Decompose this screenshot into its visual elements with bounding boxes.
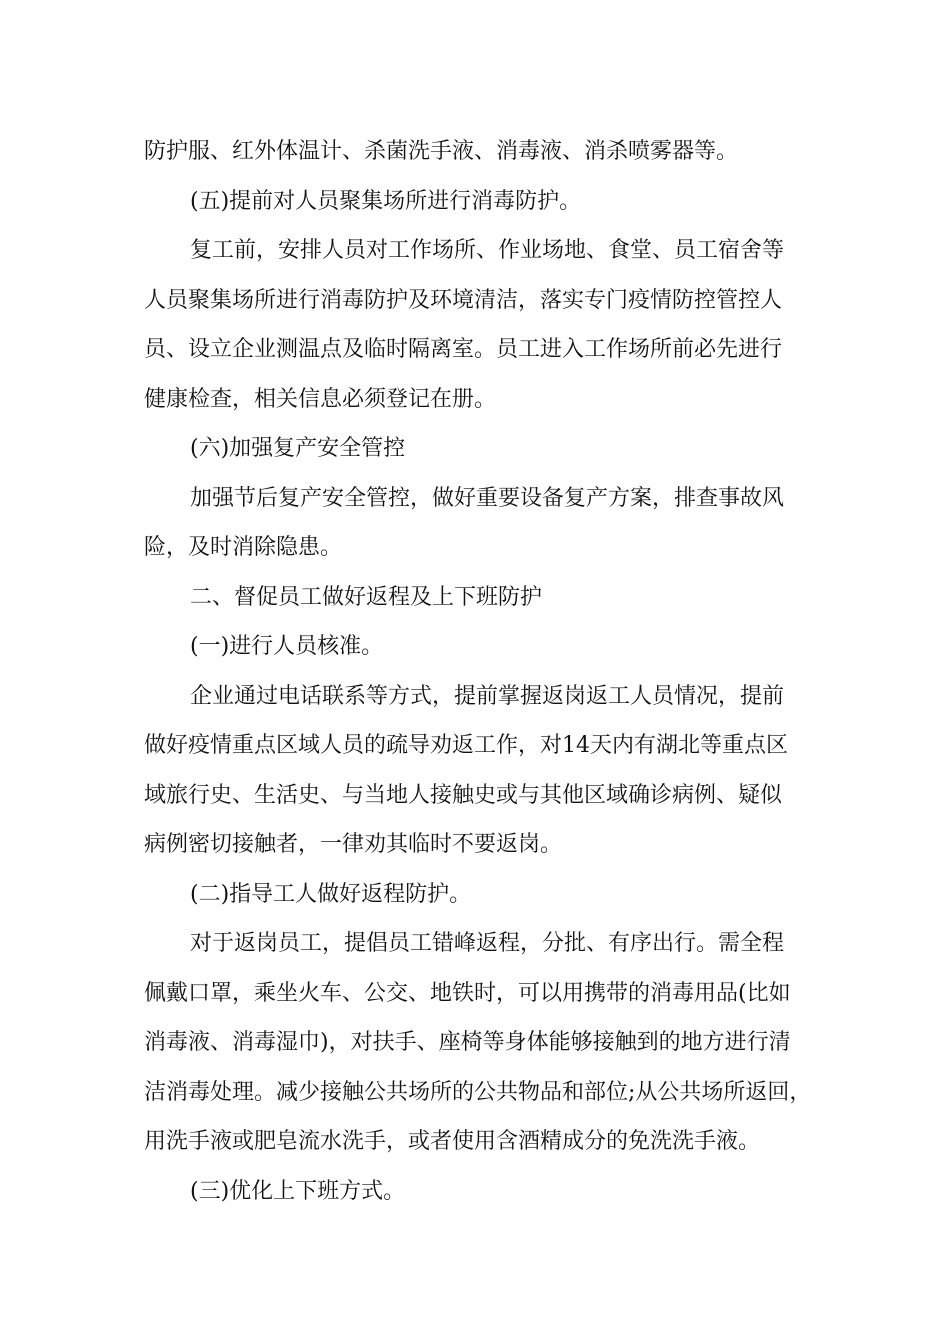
paragraph-line: 对于返岗员工，提倡员工错峰返程，分批、有序出行。需全程 <box>190 931 785 956</box>
paragraph-line: 佩戴口罩，乘坐火车、公交、地铁时，可以用携带的消毒用品(比如 <box>144 980 791 1006</box>
chapter-heading: 二、督促员工做好返程及上下班防护 <box>190 584 543 610</box>
paragraph-line: 消毒液、消毒湿巾)，对扶手、座椅等身体能够接触到的地方进行清 <box>144 1030 791 1055</box>
paragraph-line: 病例密切接触者，一律劝其临时不要返岗。 <box>144 832 563 857</box>
paragraph-line: 员、设立企业测温点及临时隔离室。员工进入工作场所前必先进行 <box>144 337 783 362</box>
paragraph-line: 人员聚集场所进行消毒防护及环境清洁，落实专门疫情防控管控人 <box>144 287 783 313</box>
section-heading: (二)指导工人做好返程防护。 <box>190 881 472 907</box>
paragraph-line: 域旅行史、生活史、与当地人接触史或与其他区域确诊病例、疑似 <box>144 782 783 808</box>
section-heading: (一)进行人员核准。 <box>190 634 384 659</box>
paragraph-line: 防护服、红外体温计、杀菌洗手液、消毒液、消杀喷雾器等。 <box>144 139 739 164</box>
paragraph-line: 复工前，安排人员对工作场所、作业场地、食堂、员工宿舍等 <box>190 238 785 263</box>
paragraph-line: 做好疫情重点区域人员的疏导劝返工作，对14天内有湖北等重点区 <box>144 733 788 758</box>
section-heading: (三)优化上下班方式。 <box>190 1178 406 1204</box>
section-heading: (五)提前对人员聚集场所进行消毒防护。 <box>190 188 582 214</box>
paragraph-line: 洁消毒处理。减少接触公共场所的公共物品和部位;从公共场所返回， <box>144 1079 812 1105</box>
document-body <box>144 127 812 1216</box>
paragraph-line: 用洗手液或肥皂流水洗手，或者使用含酒精成分的免洗洗手液。 <box>144 1129 761 1154</box>
paragraph-line: 健康检查，相关信息必须登记在册。 <box>144 386 497 412</box>
paragraph-line: 加强节后复产安全管控，做好重要设备复产方案，排查事故风 <box>190 485 785 511</box>
paragraph-line: 企业通过电话联系等方式，提前掌握返岗返工人员情况，提前 <box>190 683 785 709</box>
section-heading: (六)加强复产安全管控 <box>190 436 406 461</box>
paragraph-line: 险，及时消除隐患。 <box>144 535 343 560</box>
